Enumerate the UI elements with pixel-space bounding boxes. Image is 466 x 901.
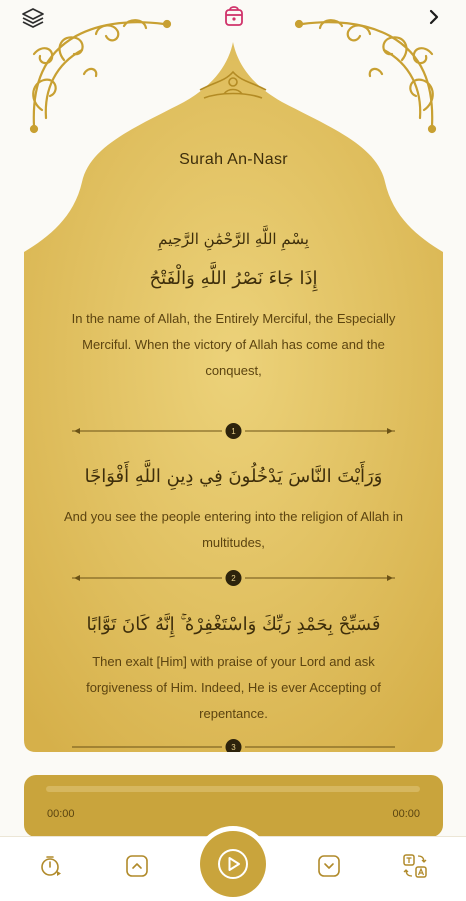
verse-1-divider xyxy=(72,423,395,439)
total-time: 00:00 xyxy=(392,808,420,820)
verse-3-number: 3 xyxy=(231,743,236,752)
verse-1-arabic: إِذَا جَاءَ نَصْرُ اللَّهِ وَالْفَتْحُ xyxy=(149,268,318,289)
verse-2-number: 2 xyxy=(231,574,236,583)
audio-player xyxy=(24,775,443,837)
verse-3-divider xyxy=(72,739,395,752)
timer-icon[interactable] xyxy=(38,853,64,879)
verse-2-divider xyxy=(72,570,395,586)
play-icon xyxy=(216,847,250,881)
translate-icon[interactable] xyxy=(402,853,428,879)
verse-3-arabic: فَسَبِّحْ بِحَمْدِ رَبِّكَ وَاسْتَغْفِرْهُ ۚ إِنَّهُ كَانَ تَوَّابًا xyxy=(86,614,381,635)
verse-1-number: 1 xyxy=(231,427,236,436)
current-time: 00:00 xyxy=(47,808,75,820)
verse-2-translation: And you see the people entering into the religion of Allah in multitudes, xyxy=(64,509,403,550)
verse-1-translation: In the name of Allah, the Entirely Merciful, the Especially Merciful. When the victory of Allah has come and the conquest, xyxy=(71,311,396,378)
bottom-navigation xyxy=(0,836,466,901)
chevron-up-icon[interactable] xyxy=(124,853,150,879)
verse-2-arabic: وَرَأَيْتَ النَّاسَ يَدْخُلُونَ فِي دِينِ اللَّهِ أَفْوَاجًا xyxy=(84,466,383,487)
surah-title: Surah An-Nasr xyxy=(179,151,288,168)
audio-progress-bar[interactable] xyxy=(46,786,420,792)
surah-content xyxy=(24,42,443,752)
bag-icon[interactable] xyxy=(222,3,246,29)
chevron-down-icon[interactable] xyxy=(316,853,342,879)
bismillah-arabic: بِسْمِ اللَّهِ الرَّحْمَٰنِ الرَّحِيمِ xyxy=(158,230,309,248)
play-button[interactable] xyxy=(200,831,266,897)
verse-3-translation: Then exalt [Him] with praise of your Lord and ask forgiveness of Him. Indeed, He is ever Accepting of repentance. xyxy=(86,654,381,721)
